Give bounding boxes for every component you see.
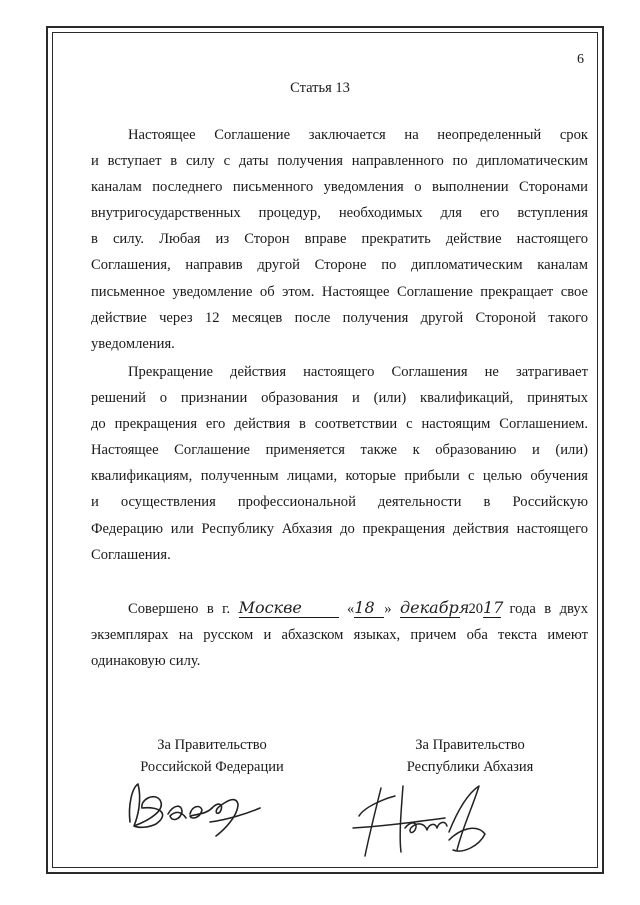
text-line: каналам последнего письменного уведомления о выполнении Сторонами [91, 179, 588, 196]
text-line: до прекращения его действия в соответствии с настоящим Соглашением. [91, 416, 588, 433]
paragraph-termination [91, 359, 588, 568]
handwritten-year: 17 [483, 598, 504, 617]
text-line: действие через 12 месяцев после получения другой Стороной такого [91, 309, 588, 326]
text-line: уведомления. [91, 335, 175, 352]
page-number: 6 [577, 52, 584, 67]
text-line: квалификациям, полученным лицами, которые прибыли с целью обучения [91, 468, 588, 485]
text-line: и вступает в силу с даты получения направленного по дипломатическим [91, 153, 588, 170]
handwritten-city: Москве [239, 599, 339, 618]
signature-right [345, 772, 505, 862]
text-line: внутригосударственных процедур, необходимых для его вступления [91, 205, 588, 222]
open-quote: « [347, 601, 355, 617]
close-quote: » [384, 601, 392, 617]
text-line: Настоящее Соглашение применяется также к образованию и (или) [91, 442, 588, 459]
text-line: одинаковую силу. [91, 653, 201, 670]
paragraph-closing [91, 596, 588, 674]
text-line: Настоящее Соглашение заключается на неопределенный срок [128, 127, 588, 143]
handwritten-day: 18 [354, 599, 384, 618]
paragraph-term [91, 122, 588, 357]
year-prefix: 20 [468, 601, 484, 617]
closing-line [91, 596, 588, 622]
signatory-line: Российской Федерации [140, 759, 284, 775]
signatory-line: За Правительство [157, 737, 267, 753]
text-line: Прекращение действия настоящего Соглашения не затрагивает [128, 364, 588, 380]
text-line: экземплярах на русском и абхазском языках, причем оба текста имеют [91, 627, 588, 644]
signature-left [120, 770, 280, 840]
text-line: Соглашения. [91, 546, 171, 563]
text-line: и осуществления профессиональной деятельности в Российскую [91, 494, 588, 511]
article-heading: Статья 13 [290, 80, 350, 96]
text-line: Соглашения, направив другой Стороне по дипломатическим каналам [91, 257, 588, 274]
text-line: письменное уведомление об этом. Настоящее Соглашение прекращает свое [91, 283, 588, 300]
text-line: Федерацию или Республику Абхазия до прекращения действия настоящего [91, 520, 588, 537]
signatory-line: Республики Абхазия [406, 759, 534, 775]
handwritten-month: декабря [400, 598, 470, 617]
signatory-line: За Правительство [415, 737, 525, 753]
text-line: решений о признании образования и (или) квалификаций, принятых [91, 390, 588, 407]
closing-suffix: года в двух [509, 601, 588, 617]
closing-prefix: Совершено в г. [128, 601, 231, 617]
text-line: в силу. Любая из Сторон вправе прекратить действие настоящего [91, 231, 588, 248]
